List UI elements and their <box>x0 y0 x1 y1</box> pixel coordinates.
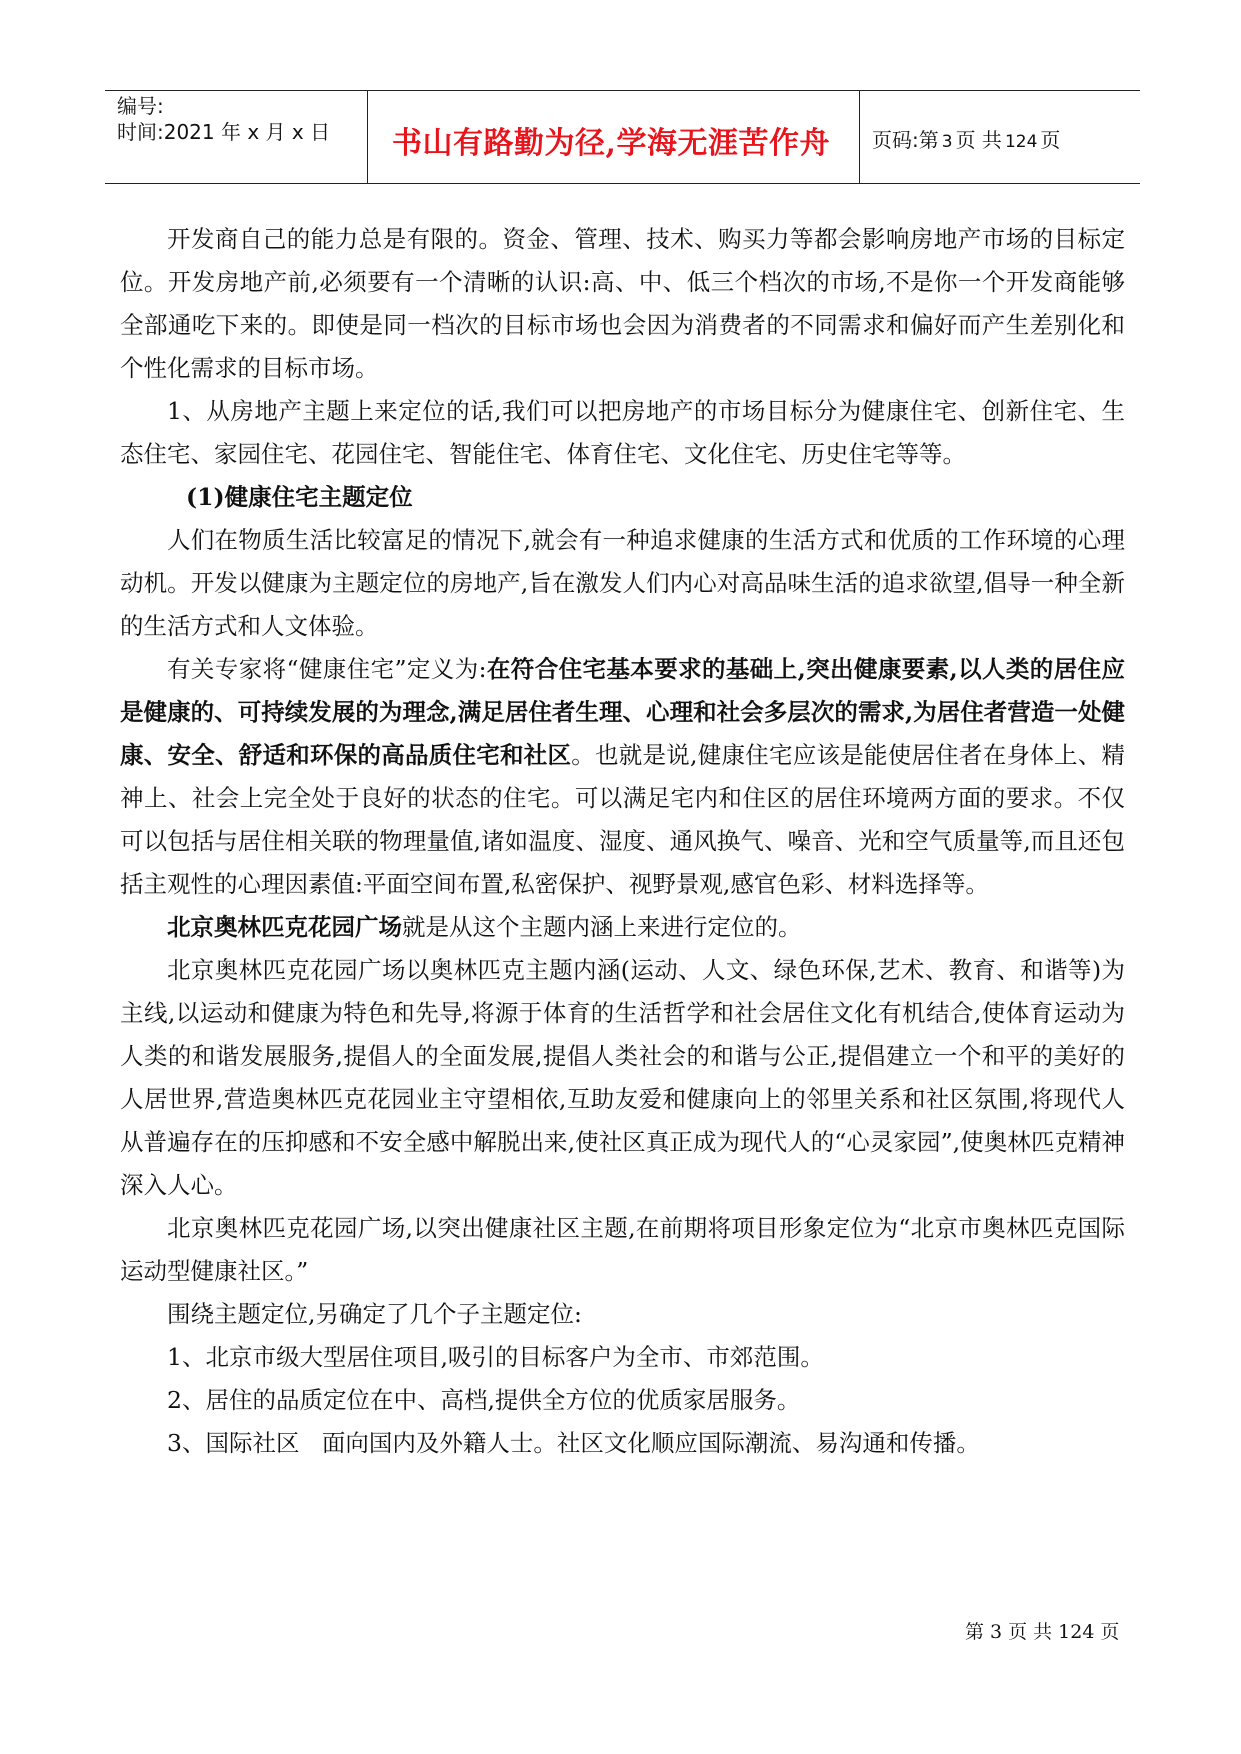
document-time-label: 时间:2021 年 x 月 x 日 <box>117 120 331 144</box>
definition-tail: 。也就是说,健康住宅应该是能使居住者在身体上、精神上、社会上完全处于良好的状态的住宅。可以满足宅内和住区的居住环境两方面的要求。不仅可以包括与居住相关联的物理量值,诸如温度、湿度、通风换气、噪音、光和空气质量等,而且还包括主观性的心理因素值:平面空间布置,私密保护、视野景观,感官色彩、材料选择等。 <box>120 741 1125 898</box>
paragraph-subthemes-intro: 围绕主题定位,另确定了几个子主题定位: <box>167 1300 582 1328</box>
page-footer <box>962 1617 1122 1644</box>
header-page-indicator <box>872 124 1060 153</box>
header-meta-cell <box>105 91 368 183</box>
page-header <box>105 90 1140 184</box>
header-page-cell <box>860 91 1140 183</box>
paragraph-theme-list: 1、从房地产主题上来定位的话,我们可以把房地产的市场目标分为健康住宅、创新住宅、生态住宅、家园住宅、花园住宅、智能住宅、体育住宅、文化住宅、历史住宅等等。 <box>120 397 1125 468</box>
list-item: 3、国际社区 面向国内及外籍人士。社区文化顺应国际潮流、易沟通和传播。 <box>167 1429 980 1457</box>
section-heading-healthy-housing: (1)健康住宅主题定位 <box>186 483 413 511</box>
footer-page-current: 3 <box>990 1621 1003 1643</box>
footer-prefix: 第 <box>965 1621 985 1643</box>
header-page-current: 3 <box>941 132 953 152</box>
header-page-prefix: 页码:第 <box>872 128 939 152</box>
document-body <box>120 218 1125 1465</box>
example-intro-tail: 就是从这个主题内涵上来进行定位的。 <box>402 913 802 941</box>
document-number-label: 编号: <box>117 94 164 118</box>
paragraph-intro: 开发商自己的能力总是有限的。资金、管理、技术、购买力等都会影响房地产市场的目标定位。开发房地产前,必须要有一个清晰的认识:高、中、低三个档次的市场,不是你一个开发商能够全部通吃下来的。即使是同一档次的目标市场也会因为消费者的不同需求和偏好而产生差别化和个性化需求的目标市场。 <box>120 225 1125 382</box>
footer-mid: 页 共 <box>1008 1621 1053 1643</box>
paragraph-olympic-theme: 北京奥林匹克花园广场以奥林匹克主题内涵(运动、人文、绿色环保,艺术、教育、和谐等)为主线,以运动和健康为特色和先导,将源于体育的生活哲学和社会居住文化有机结合,使体育运动为人类的和谐发展服务,提倡人的全面发展,提倡人类社会的和谐与公正,提倡建立一个和平的美好的人居世界,营造奥林匹克花园业主守望相依,互助友爱和健康向上的邻里关系和社区氛围,将现代人从普遍存在的压抑感和不安全感中解脱出来,使社区真正成为现代人的“心灵家园”,使奥林匹克精神深入人心。 <box>120 956 1125 1199</box>
header-page-mid: 页 共 <box>955 128 1002 152</box>
definition-bold: 在符合住宅基本要求的基础上,突出健康要素,以人类的居住应是健康的、可持续发展的为理念,满足居住者生理、心理和社会多层次的需求,为居住者营造一处健康、安全、舒适和环保的高品质住宅和社区 <box>120 655 1125 769</box>
example-project-name: 北京奥林匹克花园广场 <box>167 913 402 941</box>
paragraph-definition <box>120 648 1125 906</box>
definition-lead: 有关专家将“健康住宅”定义为: <box>167 655 487 683</box>
header-motto: 书山有路勤为径,学海无涯苦作舟 <box>392 126 830 161</box>
header-page-suffix: 页 <box>1040 128 1061 152</box>
footer-suffix: 页 <box>1100 1621 1120 1643</box>
header-motto-cell <box>368 91 860 183</box>
list-item: 2、居住的品质定位在中、高档,提供全方位的优质家居服务。 <box>167 1386 801 1414</box>
paragraph-motivation: 人们在物质生活比较富足的情况下,就会有一种追求健康的生活方式和优质的工作环境的心理动机。开发以健康为主题定位的房地产,旨在激发人们内心对高品味生活的追求欲望,倡导一种全新的生活方式和人文体验。 <box>120 526 1125 640</box>
paragraph-positioning: 北京奥林匹克花园广场,以突出健康社区主题,在前期将项目形象定位为“北京市奥林匹克国际运动型健康社区。” <box>120 1214 1125 1285</box>
list-item: 1、北京市级大型居住项目,吸引的目标客户为全市、市郊范围。 <box>167 1343 824 1371</box>
footer-page-total: 124 <box>1058 1621 1095 1643</box>
paragraph-example-intro <box>120 906 1125 949</box>
header-page-total: 124 <box>1004 132 1038 152</box>
